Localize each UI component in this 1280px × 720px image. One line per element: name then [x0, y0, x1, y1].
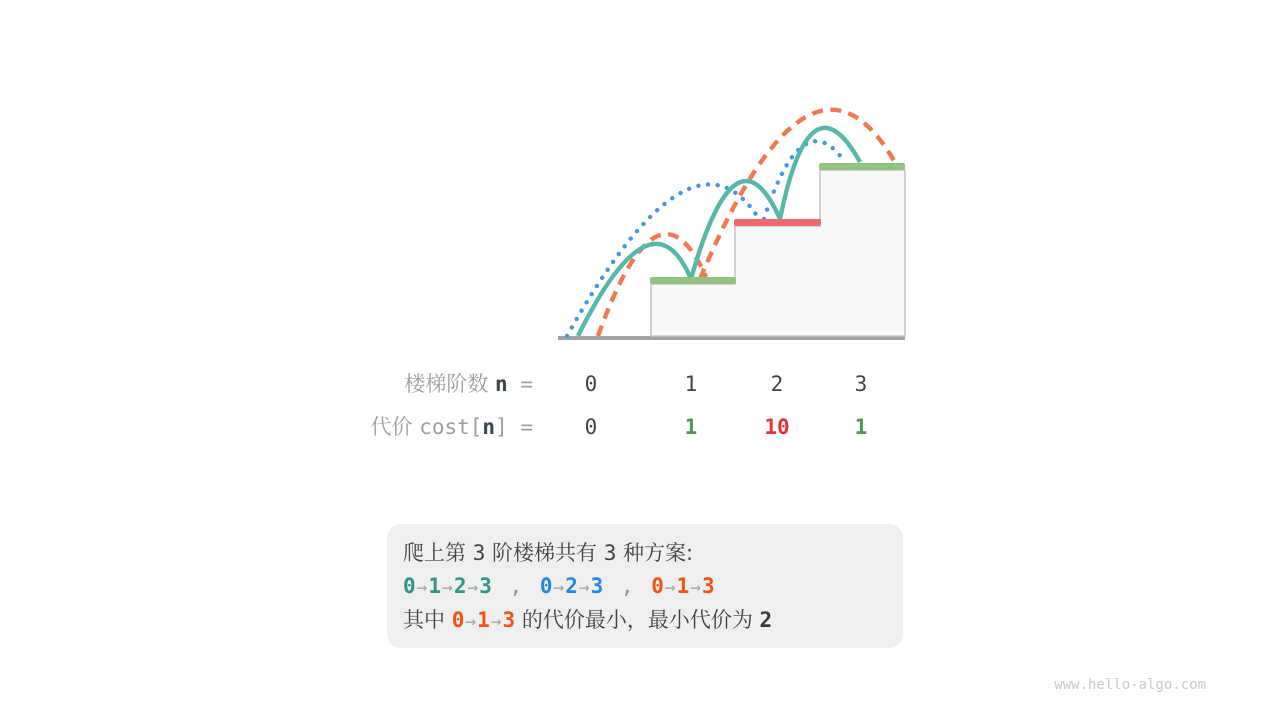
text-segment: → — [416, 577, 428, 598]
explanation-box — [387, 524, 903, 648]
text-segment: 2 — [453, 574, 467, 598]
text-segment: 0 — [451, 608, 465, 632]
text-segment: ] = — [495, 415, 533, 439]
cost-value-1 — [685, 414, 698, 440]
cost-values — [0, 414, 1280, 440]
stair-index-value-0 — [585, 371, 598, 397]
step-1-cost-bar — [650, 277, 736, 284]
cost-value-0 — [585, 414, 598, 440]
text-segment: 2 — [565, 574, 578, 598]
text-segment: 1 — [684, 372, 698, 396]
note-line-min-cost — [403, 604, 889, 638]
text-segment: → — [490, 611, 502, 632]
text-segment: 阶楼梯共有 — [485, 541, 604, 565]
text-segment: → — [467, 577, 479, 598]
stair-index-value-2 — [771, 371, 784, 397]
text-segment: 0 — [651, 574, 664, 598]
text-segment: 3 — [590, 574, 604, 598]
step-2-cost-bar — [734, 219, 821, 226]
text-segment: 0 — [584, 372, 598, 396]
text-segment: → — [442, 577, 453, 598]
text-segment: 3 — [702, 574, 715, 598]
cost-value-2 — [764, 414, 789, 440]
stair-index-value-3 — [855, 371, 868, 397]
text-segment: 3 — [479, 574, 492, 598]
text-segment: 代价 — [370, 415, 420, 439]
text-segment: 3 — [502, 608, 516, 632]
note-line-schemes — [403, 537, 889, 570]
text-segment: , — [608, 574, 647, 598]
note-line-routes — [403, 570, 889, 604]
step-3-cost-bar — [819, 163, 905, 170]
text-segment: 1 — [684, 415, 698, 439]
text-segment: 0 — [539, 574, 553, 598]
text-segment: 1 — [676, 574, 690, 598]
text-segment: → — [553, 577, 565, 598]
cost-value-3 — [855, 414, 868, 440]
text-segment: cost[ — [419, 415, 483, 439]
text-segment: → — [465, 611, 477, 632]
text-segment: 3 — [603, 541, 617, 565]
text-segment: 3 — [472, 541, 486, 565]
text-segment: 楼梯阶数 — [404, 372, 496, 396]
text-segment: 3 — [854, 372, 868, 396]
text-segment: → — [664, 577, 676, 598]
text-segment: 爬上第 — [403, 541, 473, 565]
text-segment: 的代价最小，最小代价为 — [515, 608, 760, 632]
text-segment: n — [482, 415, 496, 439]
text-segment: 0 — [403, 574, 416, 598]
text-segment: → — [690, 577, 702, 598]
watermark: www.hello-algo.com — [1054, 677, 1206, 693]
text-segment: 2 — [770, 372, 784, 396]
text-segment: = — [507, 372, 533, 396]
text-segment: 1 — [428, 574, 442, 598]
stair-index-value-1 — [685, 371, 698, 397]
text-segment: 种方案: — [616, 541, 694, 565]
text-segment: 0 — [584, 415, 598, 439]
text-segment: → — [578, 577, 590, 598]
text-segment: 1 — [854, 415, 868, 439]
text-segment: , — [496, 574, 535, 598]
stair-index-values — [0, 371, 1280, 397]
text-segment: 1 — [477, 608, 490, 632]
text-segment: n — [495, 372, 508, 396]
text-segment: 其中 — [403, 608, 452, 632]
text-segment: 10 — [764, 415, 790, 439]
staircase-body — [651, 170, 905, 336]
text-segment: 2 — [759, 608, 773, 632]
